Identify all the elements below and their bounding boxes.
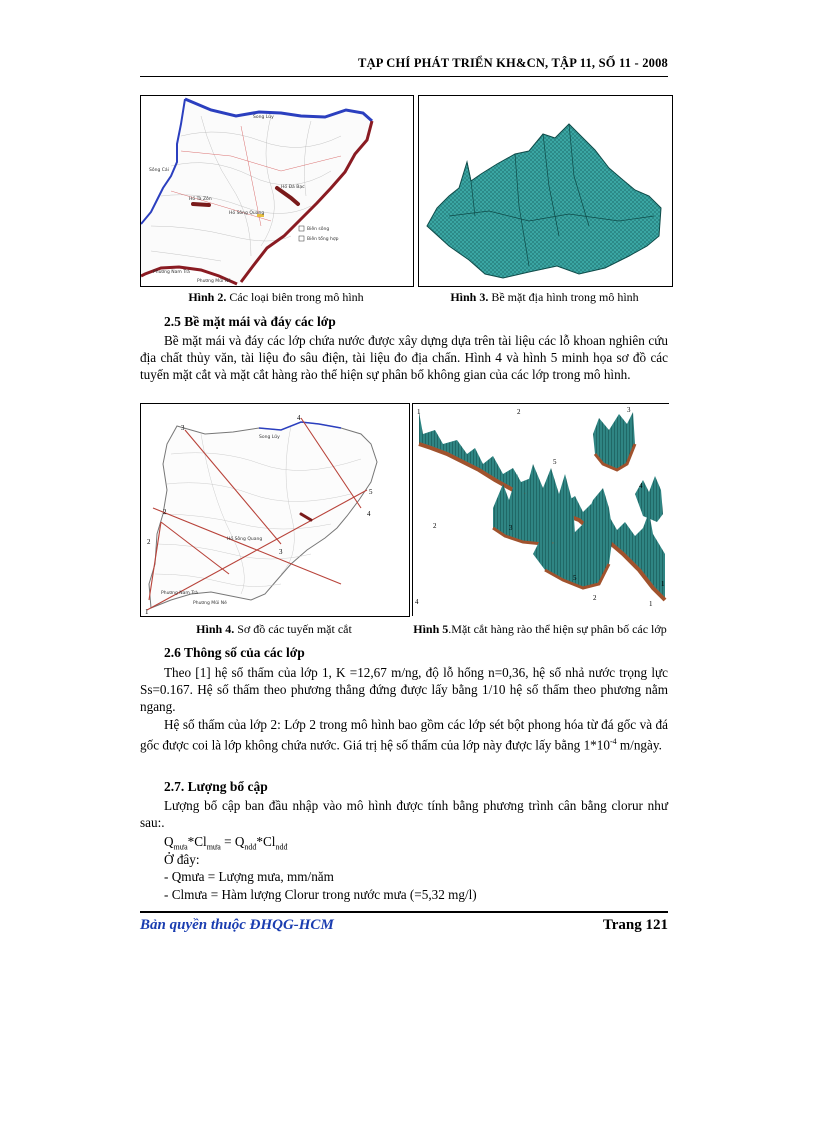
section-2-6-heading: 2.6 Thông số của các lớp	[164, 645, 305, 660]
caption-fig2: Hình 2. Các loại biên trong mô hình	[188, 290, 364, 304]
fig5-section-num: 2	[593, 594, 597, 602]
fig2-label-lake1: Hồ Tà Zôn	[189, 197, 212, 202]
figure-2-map	[140, 95, 414, 287]
fig4-line-num: 1	[145, 608, 149, 616]
fig2-label-coast2: Phương Mũi Né	[197, 279, 231, 284]
definition-item: - Qmưa = Lượng mưa, mm/năm	[164, 869, 334, 884]
fig5-section-num: 3	[627, 406, 631, 414]
section-2-6-paragraph-2: Hệ số thấm của lớp 2: Lớp 2 trong mô hình bao gồm các lớp sét bột phong hóa từ đá gốc và đá gốc được coi là lớp không chứa nước. Giá trị hệ số thấm của lớp này được lấy bằng $1*10^{-4}$ m/ngày.	[140, 717, 668, 753]
fig5-section-num: 4	[415, 598, 419, 606]
fig4-label-town: Hồ Sông Quang	[227, 537, 263, 542]
fig2-label-river-west: Sông Cái	[149, 168, 169, 173]
caption-fig5: Hình 5.Mặt cắt hàng rào thể hiện sự phân bố các lớp	[413, 622, 667, 636]
section-2-5-heading: 2.5 Bề mặt mái và đáy các lớp	[164, 314, 336, 329]
figure-5-fence-diagram	[412, 403, 669, 616]
fig4-line-num: 4	[297, 414, 301, 422]
section-2-5-paragraph: Bề mặt mái và đáy các lớp chứa nước được xây dựng dựa trên tài liệu các lỗ khoan nghiên cứu địa chất thủy văn, tài liệu đo sâu điện, tài liệu đo địa chấn. Hình 4 và hình 5 minh họa sơ đồ các tuyến mặt cắt và mặt cắt hàng rào thể hiện sự phân bố không gian của các lớp trong mô hình.	[140, 333, 668, 382]
fig2-label-town: Hồ Sông Quang	[229, 211, 265, 216]
header-rule	[140, 76, 668, 77]
fig5-section-num: 2	[517, 408, 521, 416]
chloride-balance-equation: $Q_{mưa}*Cl_{mưa} = Q_{ndđ}*Cl_{ndđ}$	[164, 834, 288, 852]
fig5-section-num: 1	[417, 408, 421, 416]
fig4-label-coast1: Phương Nam Trà	[161, 591, 198, 596]
fig2-legend-1: Biên sông	[307, 227, 330, 232]
fig5-section-num: 4	[639, 482, 643, 490]
fig5-section-num: 2	[433, 522, 437, 530]
caption-fig3: Hình 3. Bề mặt địa hình trong mô hình	[450, 290, 639, 304]
fig5-section-num: 1	[661, 580, 665, 588]
definition-item: - Clmưa = Hàm lượng Clorur trong nước mưa (=5,32 mg/l)	[164, 887, 477, 902]
fig2-label-coast1: Phương Nam Trà	[153, 270, 190, 275]
fig2-label-river-north: Song Lũy	[253, 115, 274, 120]
figure-3-terrain	[418, 95, 673, 287]
fig5-section-num: 3	[509, 524, 513, 532]
fig4-line-num: 5	[369, 488, 373, 496]
journal-header: TẠP CHÍ PHÁT TRIỂN KH&CN, TẬP 11, SỐ 11 - 2008	[358, 56, 668, 70]
fig4-line-num: 2	[147, 538, 151, 546]
section-2-7-heading: 2.7. Lượng bổ cập	[164, 779, 268, 794]
fig4-label-river: Song Lũy	[259, 435, 280, 440]
fig5-section-num: 5	[573, 574, 577, 582]
fig4-label-coast2: Phương Mũi Né	[193, 601, 227, 606]
fig5-section-num: 1	[649, 600, 653, 608]
page-number: Trang 121	[602, 917, 668, 933]
section-2-6-paragraph-1: Theo [1] hệ số thấm của lớp 1, K =12,67 m/ng, độ lỗ hổng n=0,36, hệ số nhả nước trọng lực Ss=0.167. Hệ số thấm theo phương thẳng đứng được lấy bằng 1/10 hệ số thấm theo phương nằm ngang.	[140, 665, 668, 714]
fig4-line-num: 3	[181, 424, 185, 432]
copyright-text: Bản quyền thuộc ĐHQG-HCM	[140, 917, 334, 933]
fig2-legend-2: Biên tổng hợp	[307, 237, 339, 242]
footer-rule	[140, 911, 668, 913]
fig4-line-num: 2	[163, 508, 167, 516]
where-label: Ở đây:	[164, 852, 200, 867]
fig4-line-num: 3	[279, 548, 283, 556]
caption-fig4: Hình 4. Sơ đồ các tuyến mặt cắt	[196, 622, 352, 636]
section-2-7-paragraph: Lượng bổ cập ban đầu nhập vào mô hình được tính bằng phương trình cân bằng clorur như sau:.	[140, 798, 668, 830]
fig2-label-lake2: Hồ Đá Bạc	[281, 185, 305, 190]
fig5-section-num: 5	[553, 458, 557, 466]
figure-4-section-map	[140, 403, 410, 617]
fig4-line-num: 4	[367, 510, 371, 518]
